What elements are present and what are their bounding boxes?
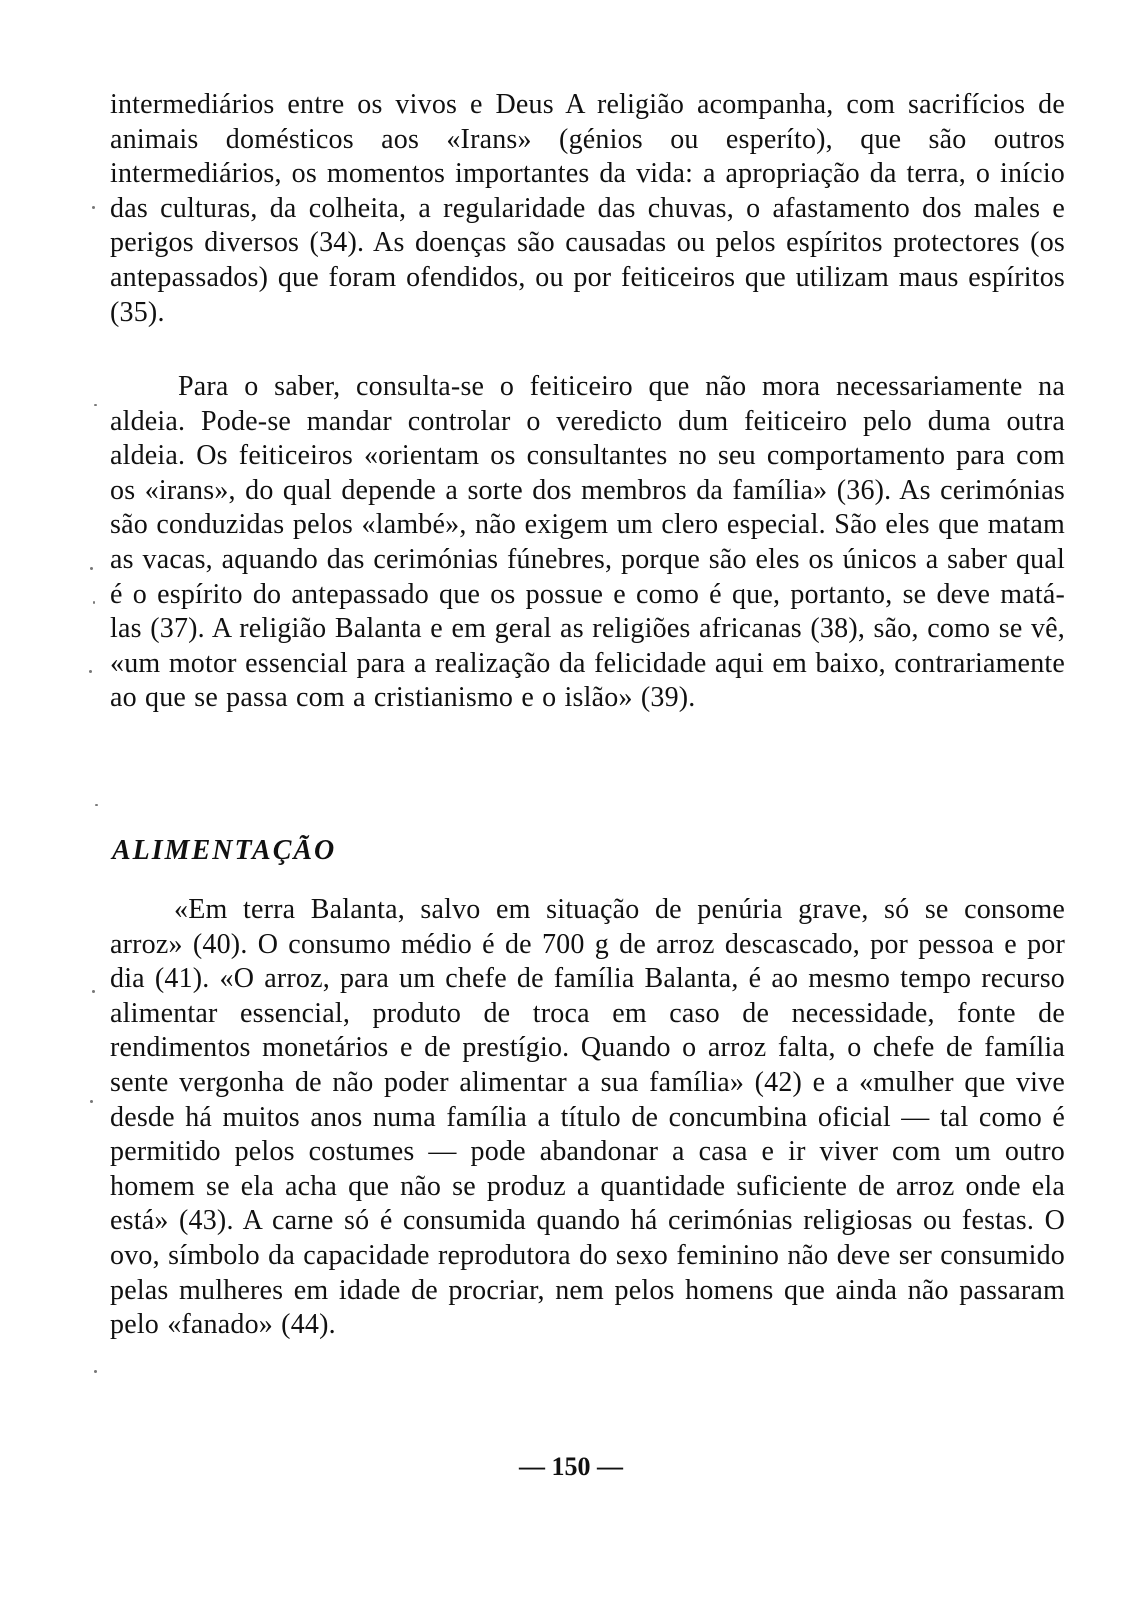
paragraph-text: «Em terra Balanta, salvo em situação de penúria grave, só se consome arroz» (40). O consumo médio é de 700 g de arroz descascado, por pessoa e por dia (41). «O arroz, para um chefe de família Balanta, é ao mesmo tempo recurso alimentar essencial, produto de troca em caso de necessidade, fonte de rendimentos monetários e de prestígio. Quando o arroz falta, o chefe de família sente vergonha de não poder alimentar a sua família» (42) e a «mulher que vive desde há muitos anos numa família a título de concumbina oficial — tal como é permitido pelos costumes — pode abandonar a casa e ir viver com um outro homem se ela acha que não se produz a quantidade suficiente de arroz onde ela está» (43). A carne só é consumida quando há cerimónias religiosas ou festas. O ovo, símbolo da capacidade reprodutora do sexo feminino não deve ser consumido pelas mulheres em idade de procriar, nem pelos homens que ainda não passaram pelo «fanado» (44). — [110, 894, 1065, 1341]
scan-speck — [89, 670, 92, 673]
paragraph-religion-intro — [110, 88, 1065, 330]
section-heading: ALIMENTAÇÃO — [112, 835, 337, 866]
paragraph-religion-ceremonies — [110, 370, 1065, 716]
scan-speck — [92, 206, 95, 209]
paragraph-food — [110, 893, 1065, 1343]
scan-speck — [94, 404, 97, 406]
page-number: — 150 — — [519, 1452, 623, 1481]
scan-speck — [90, 567, 93, 570]
scan-speck — [94, 1370, 97, 1373]
scan-speck — [92, 990, 95, 993]
paragraph-text: intermediários entre os vivos e Deus A religião acompanha, com sacrifícios de animais domésticos aos «Irans» (génios ou esperíto), que são outros intermediários, os momentos importantes da vida: a apropriação da terra, o início das culturas, da colheita, a regularidade das chuvas, o afastamento dos males e perigos diversos (34). As doenças são causadas ou pelos espíritos protectores (os antepassados) que foram ofendidos, ou por feiticeiros que utilizam maus espíritos (35). — [110, 89, 1065, 328]
paragraph-text: Para o saber, consulta-se o feiticeiro que não mora necessariamente na aldeia. Pode-se mandar controlar o veredicto dum feiticeiro pelo duma outra aldeia. Os feiticeiros «orientam os consultantes no seu comportamento para com os «irans», do qual depende a sorte dos membros da família» (36). As cerimónias são conduzidas pelos «lambé», não exigem um clero especial. São eles que matam as vacas, aquando das cerimónias fúnebres, porque são eles os únicos a saber qual é o espírito do antepassado que os possue e como é que, portanto, se deve matá-las (37). A religião Balanta e em geral as religiões africanas (38), são, como se vê, «um motor essencial para a realização da felicidade aqui em baixo, contrariamente ao que se passa com a cristianismo e o islão» (39). — [110, 371, 1065, 714]
scan-speck — [95, 804, 98, 806]
scan-speck — [93, 601, 95, 604]
scan-speck — [90, 1100, 93, 1103]
